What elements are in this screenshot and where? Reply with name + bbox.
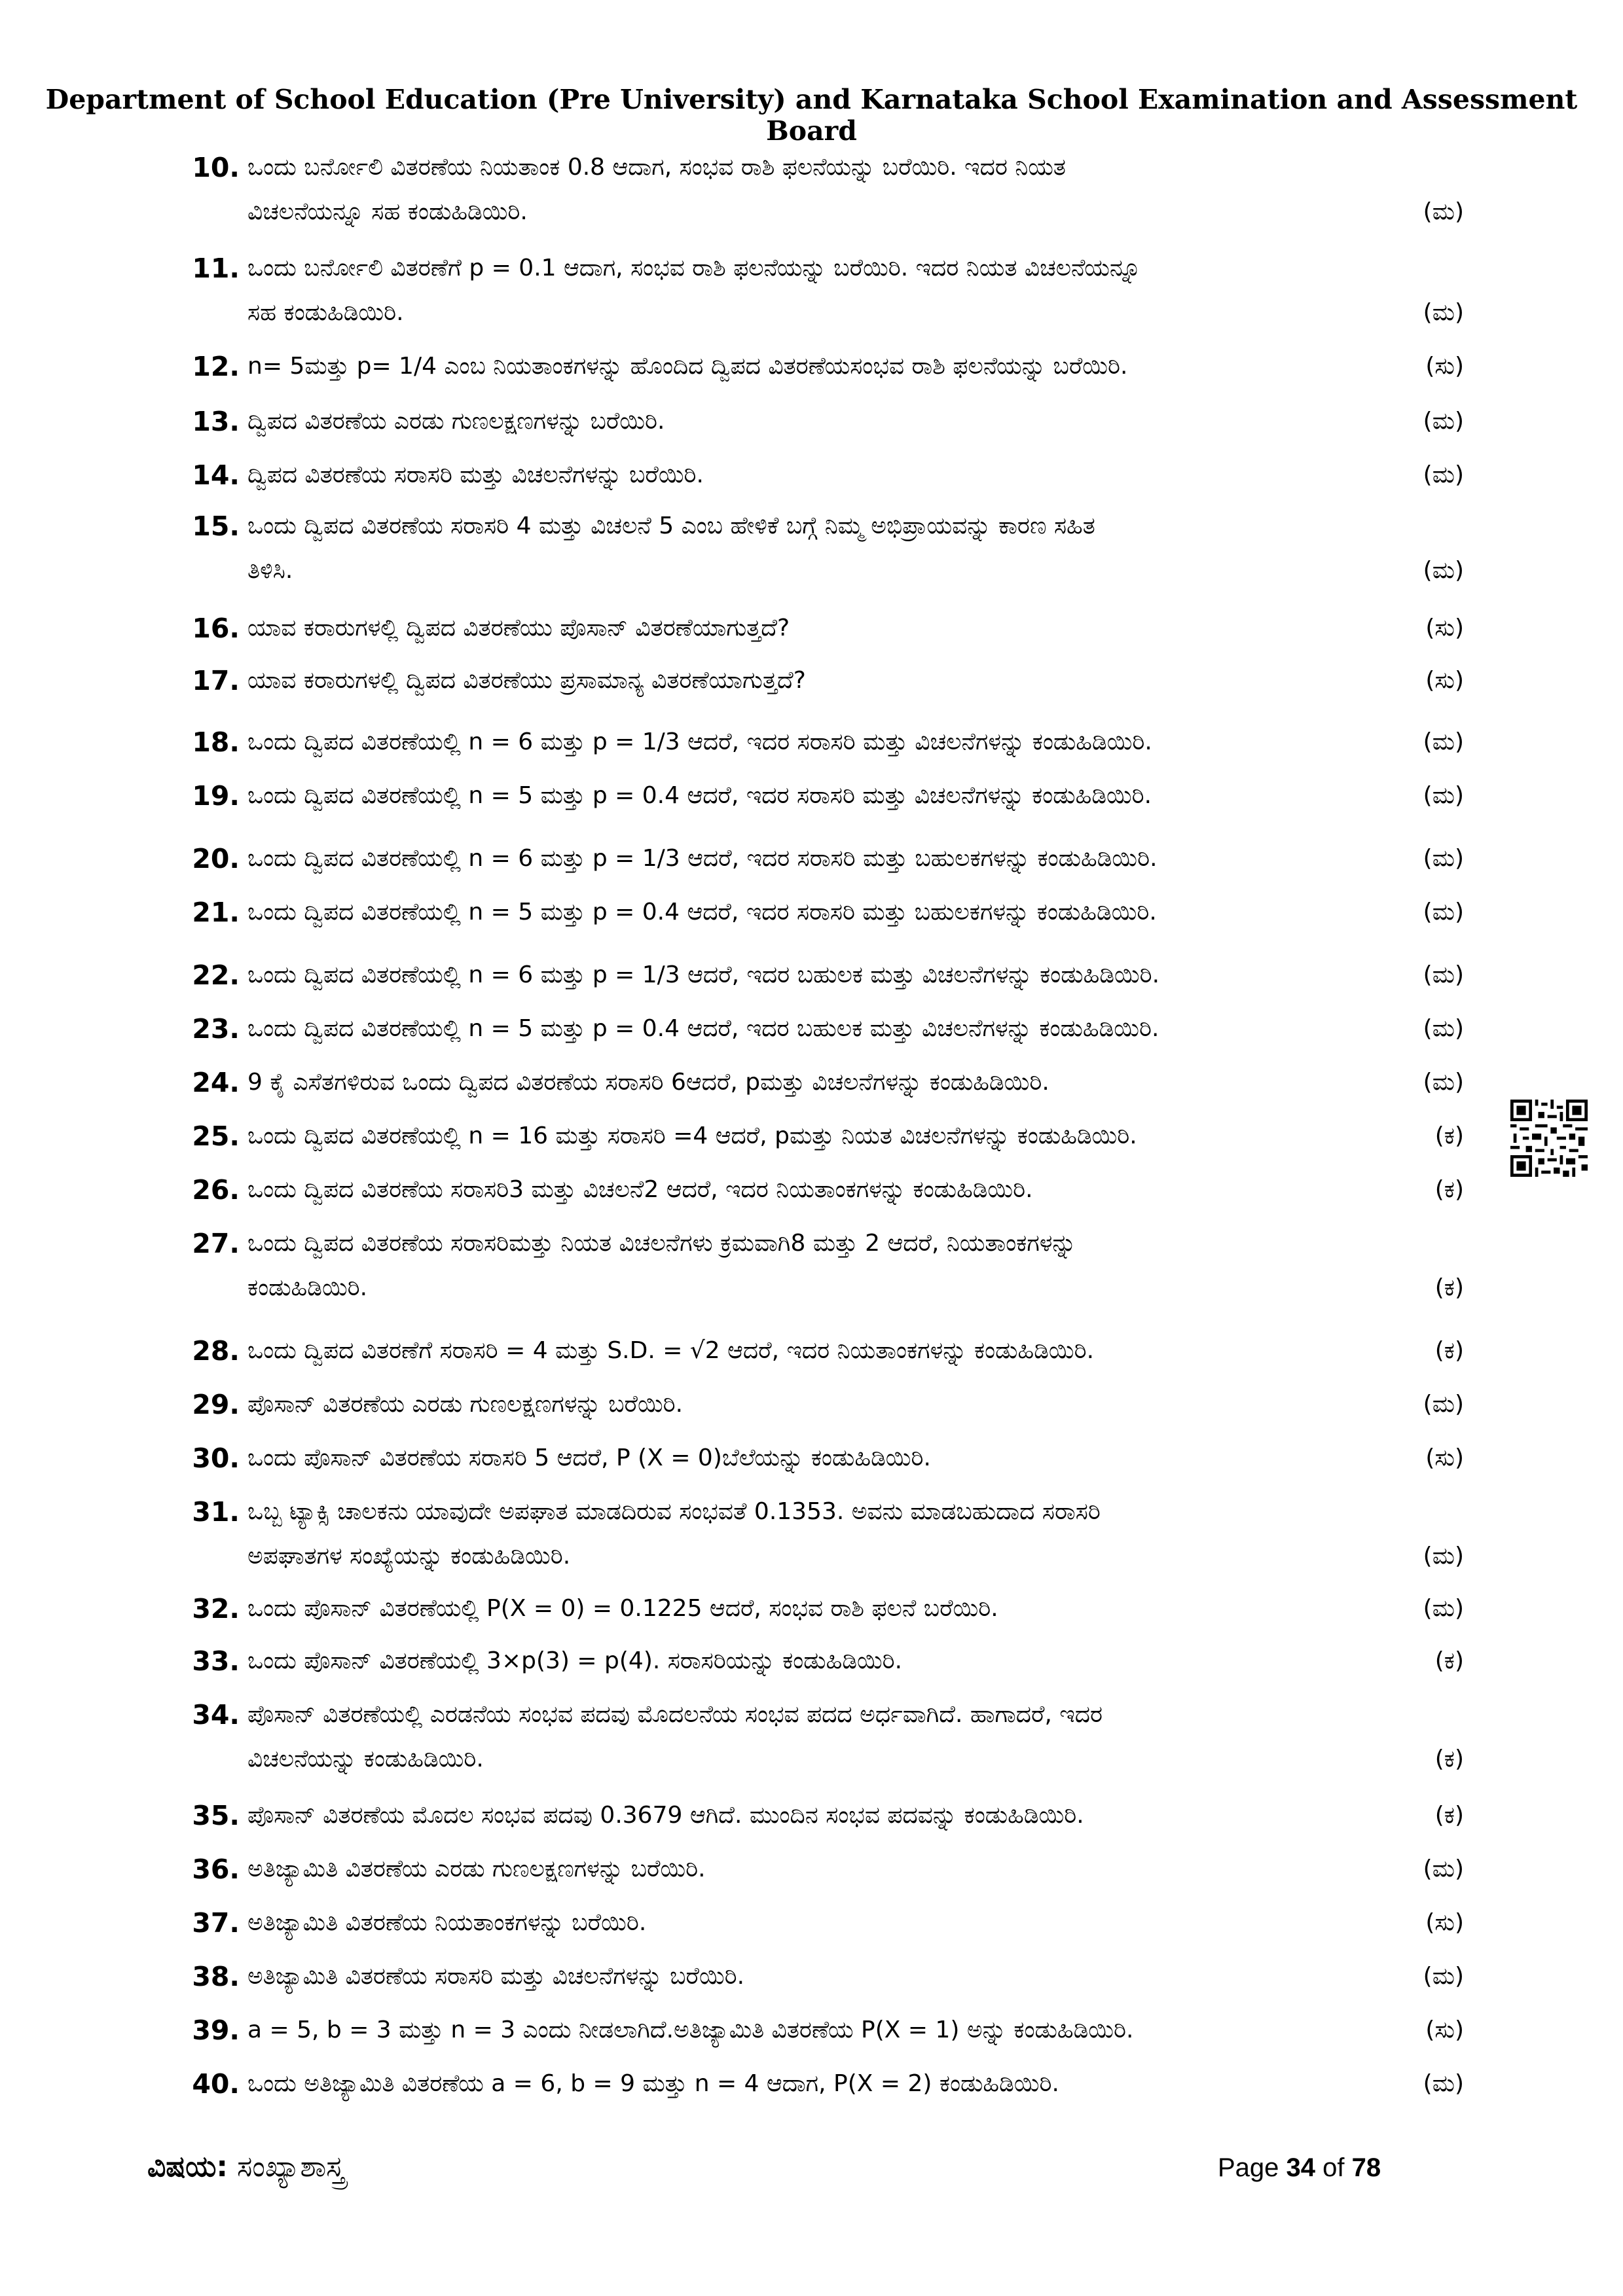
difficulty-tag: (ಮ) — [1423, 1069, 1464, 1096]
of-word: of — [1322, 2153, 1345, 2182]
question-item — [177, 453, 1464, 497]
question-text-cont: ವಿಚಲನೆಯನ್ನು ಕಂಡುಹಿಡಿಯಿರಿ. — [247, 1746, 484, 1772]
question-number: 37. — [192, 1907, 240, 1939]
question-number: 30. — [192, 1443, 240, 1474]
difficulty-tag: (ಮ) — [1423, 299, 1464, 326]
difficulty-tag: (ಮ) — [1423, 961, 1464, 988]
question-text-cont: ಸಹ ಕಂಡುಹಿಡಿಯಿರಿ. — [247, 299, 404, 326]
difficulty-tag: (ಮ) — [1423, 1391, 1464, 1418]
question-text: ಒಂದು ದ್ವಿಪದ ವಿತರಣೆಯ ಸರಾಸರಿ 4 ಮತ್ತು ವಿಚಲನೆ 5 ಎಂಬ ಹೇಳಿಕೆ ಬಗ್ಗೆ ನಿಮ್ಮ ಅಭಿಪ್ರಾಯವನ್ನು ಕಾರಣ ಸಹಿತ — [247, 512, 1095, 539]
question-text: ಒಂದು ಅತಿಜ್ಯಾಮಿತಿ ವಿತರಣೆಯ a = 6, b = 9 ಮತ್ತು n = 4 ಆದಾಗ, P(X = 2) ಕಂಡುಹಿಡಿಯಿರಿ. — [247, 2070, 1059, 2097]
difficulty-tag: (ಮ) — [1423, 899, 1464, 925]
difficulty-tag: (ಮ) — [1423, 461, 1464, 488]
question-item — [177, 890, 1464, 935]
question-item — [177, 1436, 1464, 1480]
question-number: 33. — [192, 1645, 240, 1677]
qr-code — [1510, 1100, 1588, 1177]
question-text: ಒಂದು ಬರ್ನೋಲಿ ವಿತರಣೆಗೆ p = 0.1 ಆದಾಗ, ಸಂಭವ ರಾಶಿ ಫಲನೆಯನ್ನು ಬರೆಯಿರಿ. ಇದರ ನಿಯತ ವಿಚಲನೆಯನ್ನೂ — [247, 255, 1141, 281]
question-item — [177, 344, 1464, 389]
difficulty-tag: (ಮ) — [1423, 2070, 1464, 2097]
question-item — [177, 399, 1464, 444]
difficulty-tag: (ಮ) — [1423, 408, 1464, 435]
question-item — [177, 1490, 1464, 1579]
question-item — [177, 1954, 1464, 1999]
question-text-cont: ಕಂಡುಹಿಡಿಯಿರಿ. — [247, 1274, 368, 1301]
question-number: 27. — [192, 1228, 240, 1259]
total-pages: 78 — [1351, 2153, 1381, 2182]
question-number: 25. — [192, 1121, 240, 1152]
question-text: ಒಂದು ಪೊಸಾನ್ ವಿತರಣೆಯಲ್ಲಿ 3×p(3) = p(4). ಸರಾಸರಿಯನ್ನು ಕಂಡುಹಿಡಿಯಿರಿ. — [247, 1647, 903, 1674]
question-number: 24. — [192, 1067, 240, 1098]
question-number: 32. — [192, 1593, 240, 1624]
question-text: ದ್ವಿಪದ ವಿತರಣೆಯ ಸರಾಸರಿ ಮತ್ತು ವಿಚಲನೆಗಳನ್ನು ಬರೆಯಿರಿ. — [247, 461, 704, 488]
difficulty-tag: (ಕ) — [1434, 1122, 1464, 1149]
question-number: 40. — [192, 2068, 240, 2100]
question-item — [177, 720, 1464, 764]
question-item — [177, 774, 1464, 818]
difficulty-tag: (ಮ) — [1423, 845, 1464, 872]
question-number: 23. — [192, 1013, 240, 1045]
question-number: 17. — [192, 665, 240, 696]
question-item — [177, 1114, 1464, 1158]
question-item — [177, 1329, 1464, 1373]
question-number: 26. — [192, 1174, 240, 1206]
current-page: 34 — [1286, 2153, 1316, 2182]
question-number: 35. — [192, 1800, 240, 1831]
question-number: 38. — [192, 1961, 240, 1992]
difficulty-tag: (ಮ) — [1423, 1963, 1464, 1990]
question-text: ಒಂದು ದ್ವಿಪದ ವಿತರಣೆಯಲ್ಲಿ n = 16 ಮತ್ತು ಸರಾಸರಿ =4 ಆದರೆ, pಮತ್ತು ನಿಯತ ವಿಚಲನೆಗಳನ್ನು ಕಂಡುಹಿಡಿಯಿರಿ. — [247, 1122, 1137, 1149]
question-number: 18. — [192, 726, 240, 758]
difficulty-tag: (ಕ) — [1434, 1176, 1464, 1203]
question-item — [177, 1847, 1464, 1892]
difficulty-tag: (ಸು) — [1425, 353, 1464, 380]
page-word: Page — [1218, 2153, 1279, 2182]
question-text: ಪೊಸಾನ್ ವಿತರಣೆಯಲ್ಲಿ ಎರಡನೆಯ ಸಂಭವ ಪದವು ಮೊದಲನೆಯ ಸಂಭವ ಪದದ ಅರ್ಧವಾಗಿದೆ. ಹಾಗಾದರೆ, ಇದರ — [247, 1701, 1103, 1728]
question-number: 13. — [192, 406, 240, 437]
difficulty-tag: (ಸು) — [1425, 615, 1464, 641]
difficulty-tag: (ಕ) — [1434, 1337, 1464, 1364]
difficulty-tag: (ಸು) — [1425, 2017, 1464, 2043]
question-number: 14. — [192, 459, 240, 491]
question-number: 34. — [192, 1699, 240, 1731]
question-text-cont: ಅಪಘಾತಗಳ ಸಂಖ್ಯೆಯನ್ನು ಕಂಡುಹಿಡಿಯಿರಿ. — [247, 1543, 571, 1570]
question-number: 22. — [192, 960, 240, 991]
footer-subject — [147, 2150, 345, 2183]
question-text: ಒಂದು ದ್ವಿಪದ ವಿತರಣೆಯಲ್ಲಿ n = 5 ಮತ್ತು p = 0.4 ಆದರೆ, ಇದರ ಸರಾಸರಿ ಮತ್ತು ವಿಚಲನೆಗಳನ್ನು ಕಂಡುಹಿಡಿಯಿರಿ. — [247, 782, 1152, 809]
difficulty-tag: (ಕ) — [1434, 1746, 1464, 1772]
question-text: 9 ಕೈ ಎಸೆತಗಳಿರುವ ಒಂದು ದ್ವಿಪದ ವಿತರಣೆಯ ಸರಾಸರಿ 6ಆದರೆ, pಮತ್ತು ವಿಚಲನೆಗಳನ್ನು ಕಂಡುಹಿಡಿಯಿರಿ. — [247, 1069, 1049, 1096]
question-item — [177, 1168, 1464, 1212]
question-text: ಯಾವ ಕರಾರುಗಳಲ್ಲಿ ದ್ವಿಪದ ವಿತರಣೆಯು ಪೊಸಾನ್ ವಿತರಣೆಯಾಗುತ್ತದೆ? — [247, 615, 790, 641]
difficulty-tag: (ಮ) — [1423, 198, 1464, 225]
question-number: 16. — [192, 613, 240, 644]
question-text: ದ್ವಿಪದ ವಿತರಣೆಯ ಎರಡು ಗುಣಲಕ್ಷಣಗಳನ್ನು ಬರೆಯಿರಿ. — [247, 408, 665, 435]
question-item — [177, 1793, 1464, 1838]
difficulty-tag: (ಸು) — [1425, 1909, 1464, 1936]
question-number: 28. — [192, 1335, 240, 1367]
question-item — [177, 504, 1464, 593]
page-header: Department of School Education (Pre University) and Karnataka School Examination and Assessment Board — [45, 84, 1578, 147]
question-text: ಒಂದು ಬರ್ನೋಲಿ ವಿತರಣೆಯ ನಿಯತಾಂಕ 0.8 ಆದಾಗ, ಸಂಭವ ರಾಶಿ ಫಲನೆಯನ್ನು ಬರೆಯಿರಿ. ಇದರ ನಿಯತ — [247, 154, 1066, 181]
subject-label: ವಿಷಯ: — [147, 2150, 228, 2183]
question-item — [177, 1382, 1464, 1427]
question-text: ಅತಿಜ್ಯಾಮಿತಿ ವಿತರಣೆಯ ಎರಡು ಗುಣಲಕ್ಷಣಗಳನ್ನು ಬರೆಯಿರಿ. — [247, 1856, 706, 1882]
question-text: ಒಂದು ದ್ವಿಪದ ವಿತರಣೆಯಲ್ಲಿ n = 6 ಮತ್ತು p = 1/3 ಆದರೆ, ಇದರ ಬಹುಲಕ ಮತ್ತು ವಿಚಲನೆಗಳನ್ನು ಕಂಡುಹಿಡಿಯಿರಿ. — [247, 961, 1160, 988]
question-item — [177, 2062, 1464, 2106]
question-text: ಯಾವ ಕರಾರುಗಳಲ್ಲಿ ದ್ವಿಪದ ವಿತರಣೆಯು ಪ್ರಸಾಮಾನ್ಯ ವಿತರಣೆಯಾಗುತ್ತದೆ? — [247, 667, 806, 694]
difficulty-tag: (ಮ) — [1423, 1856, 1464, 1882]
page-number — [1218, 2153, 1381, 2183]
question-text: ಅತಿಜ್ಯಾಮಿತಿ ವಿತರಣೆಯ ನಿಯತಾಂಕಗಳನ್ನು ಬರೆಯಿರಿ. — [247, 1909, 647, 1936]
difficulty-tag: (ಕ) — [1434, 1802, 1464, 1829]
question-item — [177, 2008, 1464, 2053]
question-number: 19. — [192, 780, 240, 812]
difficulty-tag: (ಮ) — [1423, 1015, 1464, 1042]
question-item — [177, 658, 1464, 703]
difficulty-tag: (ಸು) — [1425, 1444, 1464, 1471]
question-number: 11. — [192, 253, 240, 284]
question-number: 36. — [192, 1854, 240, 1885]
question-number: 20. — [192, 843, 240, 874]
question-item — [177, 1901, 1464, 1945]
question-text: ಒಂದು ದ್ವಿಪದ ವಿತರಣೆಗೆ ಸರಾಸರಿ = 4 ಮತ್ತು S.D. = √2 ಆದರೆ, ಇದರ ನಿಯತಾಂಕಗಳನ್ನು ಕಂಡುಹಿಡಿಯಿರಿ. — [247, 1337, 1095, 1364]
question-number: 10. — [192, 152, 240, 183]
question-text-cont: ತಿಳಿಸಿ. — [247, 557, 293, 584]
question-number: 12. — [192, 351, 240, 382]
difficulty-tag: (ಕ) — [1434, 1274, 1464, 1301]
question-text: a = 5, b = 3 ಮತ್ತು n = 3 ಎಂದು ನೀಡಲಾಗಿದೆ.ಅತಿಜ್ಯಾಮಿತಿ ವಿತರಣೆಯ P(X = 1) ಅನ್ನು ಕಂಡುಹಿಡಿಯಿರಿ. — [247, 2017, 1134, 2043]
difficulty-tag: (ಮ) — [1423, 728, 1464, 755]
question-number: 39. — [192, 2015, 240, 2046]
question-text: ಒಂದು ದ್ವಿಪದ ವಿತರಣೆಯ ಸರಾಸರಿ3 ಮತ್ತು ವಿಚಲನೆ2 ಆದರೆ, ಇದರ ನಿಯತಾಂಕಗಳನ್ನು ಕಂಡುಹಿಡಿಯಿರಿ. — [247, 1176, 1033, 1203]
difficulty-tag: (ಮ) — [1423, 557, 1464, 584]
question-item — [177, 953, 1464, 997]
question-item — [177, 1693, 1464, 1782]
question-text: ಒಂದು ದ್ವಿಪದ ವಿತರಣೆಯಲ್ಲಿ n = 5 ಮತ್ತು p = 0.4 ಆದರೆ, ಇದರ ಬಹುಲಕ ಮತ್ತು ವಿಚಲನೆಗಳನ್ನು ಕಂಡುಹಿಡಿಯಿರಿ. — [247, 1015, 1159, 1042]
question-text: ಒಂದು ದ್ವಿಪದ ವಿತರಣೆಯಲ್ಲಿ n = 6 ಮತ್ತು p = 1/3 ಆದರೆ, ಇದರ ಸರಾಸರಿ ಮತ್ತು ಬಹುಲಕಗಳನ್ನು ಕಂಡುಹಿಡಿಯಿರಿ. — [247, 845, 1158, 872]
difficulty-tag: (ಮ) — [1423, 782, 1464, 809]
question-number: 31. — [192, 1496, 240, 1528]
question-item — [177, 836, 1464, 881]
question-item — [177, 145, 1464, 234]
question-item — [177, 246, 1464, 335]
question-item — [177, 1221, 1464, 1310]
question-text: ಒಬ್ಬ ಟ್ಯಾಕ್ಸಿ ಚಾಲಕನು ಯಾವುದೇ ಅಪಘಾತ ಮಾಡದಿರುವ ಸಂಭವತೆ 0.1353. ಅವನು ಮಾಡಬಹುದಾದ ಸರಾಸರಿ — [247, 1498, 1101, 1525]
question-text: ಒಂದು ದ್ವಿಪದ ವಿತರಣೆಯ ಸರಾಸರಿಮತ್ತು ನಿಯತ ವಿಚಲನೆಗಳು ಕ್ರಮವಾಗಿ8 ಮತ್ತು 2 ಆದರೆ, ನಿಯತಾಂಕಗಳನ್ನು — [247, 1230, 1076, 1257]
question-item — [177, 1007, 1464, 1051]
subject-name: ಸಂಖ್ಯಾಶಾಸ್ತ್ರ — [237, 2150, 345, 2183]
question-text: ಪೊಸಾನ್ ವಿತರಣೆಯ ಮೊದಲ ಸಂಭವ ಪದವು 0.3679 ಆಗಿದೆ. ಮುಂದಿನ ಸಂಭವ ಪದವನ್ನು ಕಂಡುಹಿಡಿಯಿರಿ. — [247, 1802, 1084, 1829]
question-text: n= 5ಮತ್ತು p= 1/4 ಎಂಬ ನಿಯತಾಂಕಗಳನ್ನು ಹೊಂದಿದ ದ್ವಿಪದ ವಿತರಣೆಯಸಂಭವ ರಾಶಿ ಫಲನೆಯನ್ನು ಬರೆಯಿರಿ. — [247, 353, 1128, 380]
question-text: ಒಂದು ಪೊಸಾನ್ ವಿತರಣೆಯಲ್ಲಿ P(X = 0) = 0.1225 ಆದರೆ, ಸಂಭವ ರಾಶಿ ಫಲನೆ ಬರೆಯಿರಿ. — [247, 1595, 998, 1622]
question-text: ಒಂದು ದ್ವಿಪದ ವಿತರಣೆಯಲ್ಲಿ n = 6 ಮತ್ತು p = 1/3 ಆದರೆ, ಇದರ ಸರಾಸರಿ ಮತ್ತು ವಿಚಲನೆಗಳನ್ನು ಕಂಡುಹಿಡಿಯಿರಿ. — [247, 728, 1152, 755]
difficulty-tag: (ಕ) — [1434, 1647, 1464, 1674]
question-item — [177, 606, 1464, 651]
question-number: 21. — [192, 897, 240, 928]
question-text: ಒಂದು ದ್ವಿಪದ ವಿತರಣೆಯಲ್ಲಿ n = 5 ಮತ್ತು p = 0.4 ಆದರೆ, ಇದರ ಸರಾಸರಿ ಮತ್ತು ಬಹುಲಕಗಳನ್ನು ಕಂಡುಹಿಡಿಯಿರಿ. — [247, 899, 1157, 925]
question-text-cont: ವಿಚಲನೆಯನ್ನೂ ಸಹ ಕಂಡುಹಿಡಿಯಿರಿ. — [247, 198, 528, 225]
difficulty-tag: (ಮ) — [1423, 1543, 1464, 1570]
question-item — [177, 1639, 1464, 1683]
question-number: 29. — [192, 1389, 240, 1420]
question-text: ಪೊಸಾನ್ ವಿತರಣೆಯ ಎರಡು ಗುಣಲಕ್ಷಣಗಳನ್ನು ಬರೆಯಿರಿ. — [247, 1391, 684, 1418]
question-item — [177, 1060, 1464, 1105]
difficulty-tag: (ಸು) — [1425, 667, 1464, 694]
question-item — [177, 1587, 1464, 1631]
question-text: ಒಂದು ಪೊಸಾನ್ ವಿತರಣೆಯ ಸರಾಸರಿ 5 ಆದರೆ, P (X = 0)ಬೆಲೆಯನ್ನು ಕಂಡುಹಿಡಿಯಿರಿ. — [247, 1444, 931, 1471]
question-number: 15. — [192, 511, 240, 542]
difficulty-tag: (ಮ) — [1423, 1595, 1464, 1622]
question-text: ಅತಿಜ್ಯಾಮಿತಿ ವಿತರಣೆಯ ಸರಾಸರಿ ಮತ್ತು ವಿಚಲನೆಗಳನ್ನು ಬರೆಯಿರಿ. — [247, 1963, 745, 1990]
